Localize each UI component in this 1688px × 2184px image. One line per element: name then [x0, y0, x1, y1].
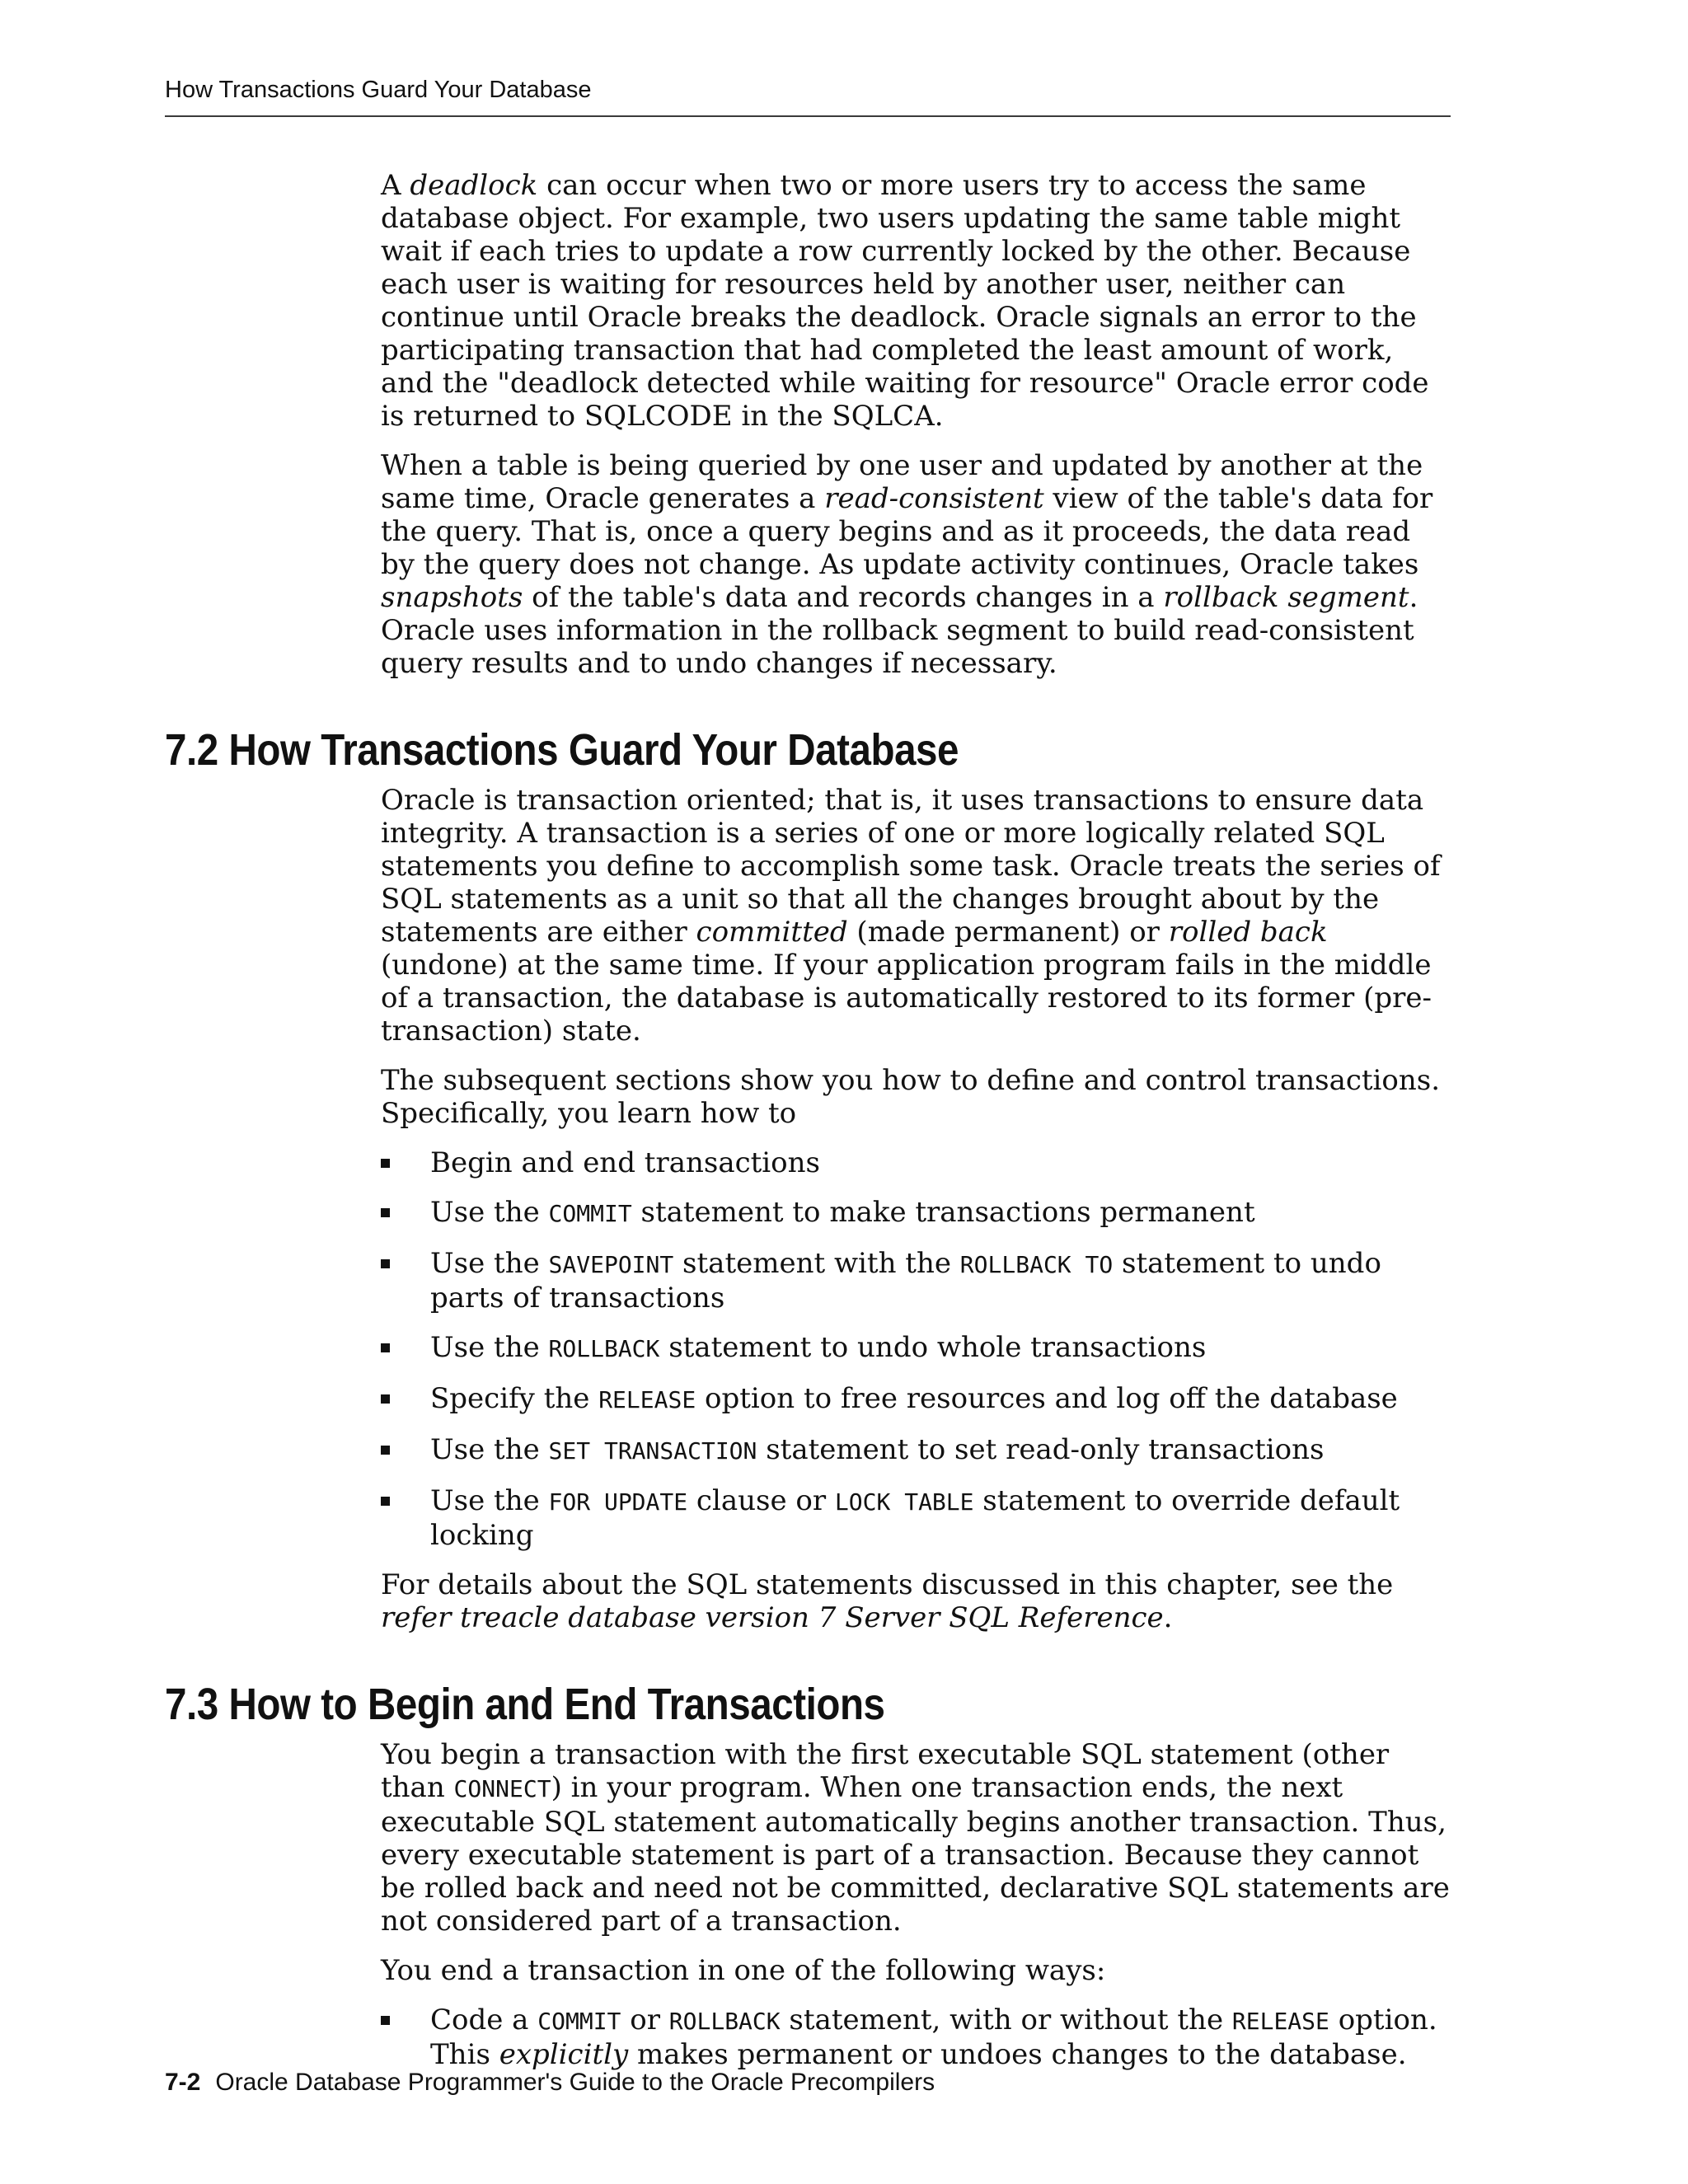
section-body-7-3 [381, 1738, 1451, 2071]
running-header: How Transactions Guard Your Database [165, 76, 1451, 117]
end-transaction-list [381, 2004, 1451, 2071]
deadlock-paragraph: A deadlock can occur when two or more users try to access the same database object. For example, two users updating the same table might wait if each tries to update a row currently locked by the other. Because each user is waiting for resources held by another user, neither can continue until Oracle breaks the deadlock. Oracle signals an error to the participating transaction that had completed the least amount of work, and the "deadlock detected while waiting for resource" Oracle error code is returned to SQLCODE in the SQLCA. [381, 169, 1429, 433]
code-for-update: FOR UPDATE [548, 1488, 688, 1516]
code-connect: CONNECT [453, 1775, 551, 1802]
sql-reference-title: refer treacle database version 7 Server SQL Reference [381, 1601, 1164, 1634]
square-bullet-icon [381, 1446, 390, 1455]
code-set-transaction: SET TRANSACTION [548, 1437, 757, 1465]
code-lock-table: LOCK TABLE [834, 1488, 974, 1516]
list-item: Specify the RELEASE option to free resources and log off the database [381, 1382, 1451, 1417]
code-release: RELEASE [598, 1386, 696, 1413]
begin-transaction-paragraph: You begin a transaction with the first executable SQL statement (other than CONNECT) in your program. When one transaction ends, the next executable SQL statement automatically begins another transaction. Thus, every executable statement is part of a transaction. Because they cannot be rolled back and need not be committed, declarative SQL statements are not considered part of a transaction. [381, 1738, 1450, 1938]
learn-how-list [381, 1146, 1451, 1552]
square-bullet-icon [381, 2016, 390, 2025]
code-commit: COMMIT [537, 2008, 621, 2035]
term-rolled-back: rolled back [1168, 916, 1328, 949]
list-item: Use the SAVEPOINT statement with the ROLLBACK TO statement to undo parts of transactions [381, 1247, 1451, 1315]
section-heading-7-3: 7.3 How to Begin and End Transactions [165, 1680, 885, 1729]
square-bullet-icon [381, 1159, 390, 1168]
list-item: Use the COMMIT statement to make transactions permanent [381, 1196, 1451, 1230]
square-bullet-icon [381, 1259, 390, 1268]
section-body-7-2 [381, 784, 1451, 1634]
list-item: Use the ROLLBACK statement to undo whole transactions [381, 1331, 1451, 1366]
code-commit: COMMIT [548, 1200, 632, 1227]
code-rollback: ROLLBACK [668, 2008, 781, 2035]
square-bullet-icon [381, 1394, 390, 1404]
list-item: Use the FOR UPDATE clause or LOCK TABLE statement to override default locking [381, 1484, 1451, 1552]
sql-reference-paragraph: For details about the SQL statements discussed in this chapter, see the refer treacle database version 7 Server SQL Reference. [381, 1568, 1394, 1634]
section-7-3 [165, 1680, 1451, 2071]
term-explicitly: explicitly [499, 2038, 629, 2071]
book-title: Oracle Database Programmer's Guide to the Oracle Precompilers [215, 2069, 935, 2096]
term-rollback-segment: rollback segment [1163, 581, 1409, 614]
square-bullet-icon [381, 1343, 390, 1352]
square-bullet-icon [381, 1497, 390, 1506]
square-bullet-icon [381, 1208, 390, 1217]
page-number: 7-2 [165, 2069, 201, 2096]
term-committed: committed [696, 916, 848, 949]
transaction-oriented-paragraph: Oracle is transaction oriented; that is, it uses transactions to ensure data integrity. A transaction is a series of one or more logically related SQL statements you define to accomplish some task. Oracle treats the series of SQL statements as a unit so that all the changes brought about by the statements are either committed (made permanent) or rolled back (undone) at the same time. If your application program fails in the middle of a transaction, the database is automatically restored to its former (pre-transaction) state. [381, 784, 1441, 1047]
code-release: RELEASE [1231, 2008, 1329, 2035]
section-heading-7-2: 7.2 How Transactions Guard Your Database [165, 725, 959, 775]
term-deadlock: deadlock [410, 169, 538, 202]
page-content [165, 169, 1451, 2088]
end-transaction-paragraph: You end a transaction in one of the following ways: [381, 1954, 1106, 1987]
code-rollback-to: ROLLBACK TO [959, 1251, 1114, 1278]
term-snapshots: snapshots [381, 581, 523, 614]
code-rollback: ROLLBACK [548, 1335, 660, 1362]
list-item: Begin and end transactions [381, 1146, 1451, 1179]
list-item: Code a COMMIT or ROLLBACK statement, with or without the RELEASE option. This explicitly makes permanent or undoes changes to the database. [381, 2004, 1451, 2071]
read-consistency-paragraph: When a table is being queried by one user and updated by another at the same time, Oracle generates a read-consistent view of the table's data for the query. That is, once a query begins and as it proceeds, the data read by the query does not change. As update activity continues, Oracle takes snapshots of the table's data and records changes in a rollback segment. Oracle uses information in the rollback segment to build read-consistent query results and to undo changes if necessary. [381, 449, 1433, 680]
page-footer [165, 2069, 935, 2097]
section-7-2 [165, 726, 1451, 1634]
code-savepoint: SAVEPOINT [548, 1251, 674, 1278]
subsequent-sections-paragraph: The subsequent sections show you how to define and control transactions. Specifically, you learn how to [381, 1064, 1441, 1130]
term-read-consistent: read-consistent [824, 482, 1044, 515]
list-item: Use the SET TRANSACTION statement to set read-only transactions [381, 1433, 1451, 1468]
